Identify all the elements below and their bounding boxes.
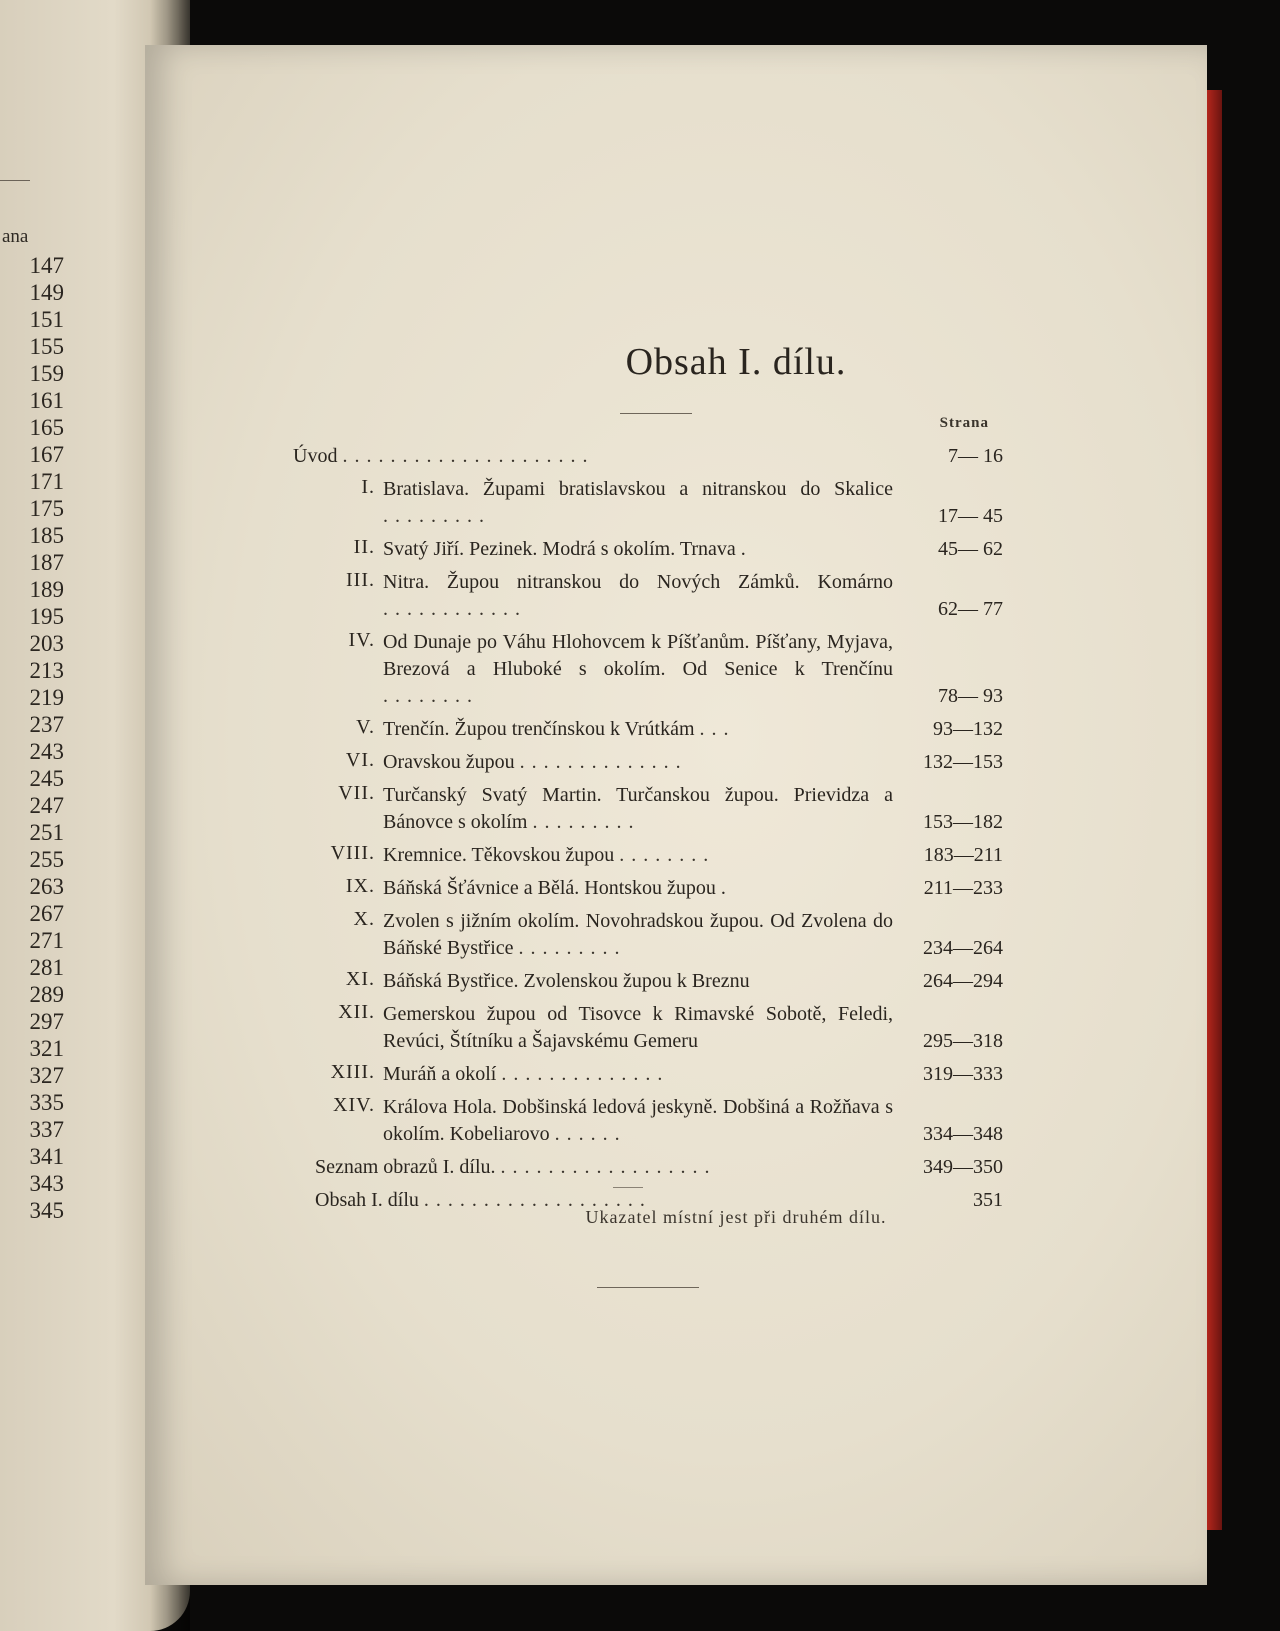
toc-entry-number: X. bbox=[353, 908, 375, 930]
title-rule bbox=[620, 413, 692, 414]
toc-entry-text: Od Dunaje po Váhu Hlohovcem k Píšťanům. Píšťany, Myjava, Brezová a Hluboké s okolím. Od Senice k Trenčínu bbox=[383, 631, 893, 680]
left-page-number: 165 bbox=[29, 415, 64, 440]
left-page-number: 321 bbox=[29, 1036, 64, 1061]
toc-entry-number: XIV. bbox=[333, 1094, 375, 1116]
left-page-number: 237 bbox=[29, 712, 64, 737]
left-page-number: 155 bbox=[29, 334, 64, 359]
toc-entry-pages: 295—318 bbox=[923, 1030, 1003, 1052]
left-page-rule bbox=[0, 180, 30, 181]
left-page-number: 161 bbox=[29, 388, 64, 413]
table-of-contents bbox=[293, 443, 1003, 1220]
toc-entry: Obsah I. dílu ................... 351 bbox=[293, 1187, 1003, 1214]
left-page-number: 149 bbox=[29, 280, 64, 305]
toc-entry-pages: 93—132 bbox=[933, 718, 1003, 740]
left-page-number: 263 bbox=[29, 874, 64, 899]
toc-entry-number: VIII. bbox=[330, 842, 375, 864]
toc-entry-number: I. bbox=[361, 476, 375, 498]
left-page-number: 267 bbox=[29, 901, 64, 926]
toc-entry-number: XIII. bbox=[330, 1061, 375, 1083]
left-page-number: 345 bbox=[29, 1198, 64, 1223]
toc-entry-text: Báňská Šťávnice a Bělá. Hontskou župou . bbox=[383, 877, 726, 899]
toc-entry-pages: 211—233 bbox=[923, 877, 1003, 899]
divider-rule bbox=[613, 1187, 643, 1188]
left-page-number: 251 bbox=[29, 820, 64, 845]
toc-entry: IV. Od Dunaje po Váhu Hlohovcem k Píšťanům. Píšťany, Myjava, Brezová a Hluboké s okolím. Od Senice k Trenčínu ........ 78— 93 bbox=[293, 629, 1003, 710]
bottom-rule bbox=[597, 1287, 699, 1288]
left-page-number: 151 bbox=[29, 307, 64, 332]
toc-entry: I. Bratislava. Župami bratislavskou a nitranskou do Skalice ......... 17— 45 bbox=[293, 476, 1003, 530]
left-page-number: 271 bbox=[29, 928, 64, 953]
index-note: Ukazatel místní jest při druhém dílu. bbox=[585, 1207, 887, 1227]
left-page-number: 147 bbox=[29, 253, 64, 278]
left-page-number: 245 bbox=[29, 766, 64, 791]
left-page-number: 195 bbox=[29, 604, 64, 629]
left-page-number: 289 bbox=[29, 982, 64, 1007]
toc-entry-text: Turčanský Svatý Martin. Turčanskou župou. Prievidza a Bánovce s okolím bbox=[383, 784, 893, 833]
toc-entry-pages: 132—153 bbox=[923, 751, 1003, 773]
toc-entry-pages: 264—294 bbox=[923, 970, 1003, 992]
left-page-number: 281 bbox=[29, 955, 64, 980]
page-title: Obsah I. dílu. bbox=[625, 341, 847, 383]
toc-entry-text: Nitra. Župou nitranskou do Nových Zámků. Komárno bbox=[383, 571, 893, 593]
toc-entry: XIV. Králova Hola. Dobšinská ledová jeskyně. Dobšiná a Rožňava s okolím. Kobeliarovo ...... 334—348 bbox=[293, 1094, 1003, 1148]
toc-entry-text: Králova Hola. Dobšinská ledová jeskyně. Dobšiná a Rožňava s okolím. Kobeliarovo bbox=[383, 1096, 893, 1145]
toc-entry: VII. Turčanský Svatý Martin. Turčanskou župou. Prievidza a Bánovce s okolím ......... 153—182 bbox=[293, 782, 1003, 836]
toc-entry: Seznam obrazů I. dílu. .................. 349—350 bbox=[293, 1154, 1003, 1181]
page-column-header: Strana bbox=[939, 415, 989, 431]
toc-entry-pages: 153—182 bbox=[923, 811, 1003, 833]
toc-entry-number: IX. bbox=[345, 875, 375, 897]
toc-entry: VI. Oravskou župou .............. 132—153 bbox=[293, 749, 1003, 776]
toc-entry-text: Zvolen s jižním okolím. Novohradskou župou. Od Zvolena do Báňské Bystřice bbox=[383, 910, 893, 959]
toc-entry-pages: 349—350 bbox=[923, 1156, 1003, 1178]
toc-entry-text: Trenčín. Župou trenčínskou k Vrútkám bbox=[383, 718, 695, 740]
toc-entry-number: VI. bbox=[345, 749, 375, 771]
toc-entry: VIII. Kremnice. Těkovskou župou ........ 183—211 bbox=[293, 842, 1003, 869]
toc-entry: X. Zvolen s jižním okolím. Novohradskou župou. Od Zvolena do Báňské Bystřice ......... 234—264 bbox=[293, 908, 1003, 962]
toc-entry-number: XI. bbox=[345, 968, 375, 990]
left-page-header: ana bbox=[2, 226, 29, 247]
left-page-number: 327 bbox=[29, 1063, 64, 1088]
left-page-number: 243 bbox=[29, 739, 64, 764]
toc-entry-text: Svatý Jiří. Pezinek. Modrá s okolím. Trnava . bbox=[383, 538, 746, 560]
toc-entry-text: Kremnice. Těkovskou župou bbox=[383, 844, 615, 866]
toc-entry-number: VII. bbox=[338, 782, 375, 804]
toc-entry-pages: 183—211 bbox=[923, 844, 1003, 866]
toc-entry-text: Obsah I. dílu bbox=[315, 1189, 419, 1211]
left-page-number: 341 bbox=[29, 1144, 64, 1169]
left-page-number: 189 bbox=[29, 577, 64, 602]
toc-entry bbox=[293, 875, 1003, 902]
toc-entry-text: Seznam obrazů I. dílu. bbox=[315, 1156, 496, 1178]
left-page-number: 335 bbox=[29, 1090, 64, 1115]
left-page-number: 185 bbox=[29, 523, 64, 548]
left-page-number: 167 bbox=[29, 442, 64, 467]
left-page-number: 297 bbox=[29, 1009, 64, 1034]
toc-entry: V. Trenčín. Župou trenčínskou k Vrútkám ... 93—132 bbox=[293, 716, 1003, 743]
toc-entry-pages: 334—348 bbox=[923, 1123, 1003, 1145]
toc-entry-text: Gemerskou župou od Tisovce k Rimavské Sobotě, Feledi, Revúci, Štítníku a Šajavskému Gemeru bbox=[383, 1003, 893, 1052]
toc-entry-number: II. bbox=[353, 536, 375, 558]
left-page-number: 159 bbox=[29, 361, 64, 386]
left-page-number: 171 bbox=[29, 469, 64, 494]
toc-entry-text: Oravskou župou bbox=[383, 751, 515, 773]
toc-entry: III. Nitra. Župou nitranskou do Nových Zámků. Komárno ............ 62— 77 bbox=[293, 569, 1003, 623]
left-page-number: 219 bbox=[29, 685, 64, 710]
left-page-number: 337 bbox=[29, 1117, 64, 1142]
toc-entry-pages: 45— 62 bbox=[938, 538, 1003, 560]
toc-entry-pages: 17— 45 bbox=[938, 505, 1003, 527]
left-page-number: 343 bbox=[29, 1171, 64, 1196]
toc-entry bbox=[293, 968, 1003, 995]
toc-entry-text: Úvod bbox=[293, 445, 338, 467]
left-page-number: 213 bbox=[29, 658, 64, 683]
toc-entry bbox=[293, 536, 1003, 563]
left-page-number: 203 bbox=[29, 631, 64, 656]
left-page-number: 175 bbox=[29, 496, 64, 521]
toc-entry-text: Muráň a okolí bbox=[383, 1063, 497, 1085]
toc-entry-pages: 62— 77 bbox=[938, 598, 1003, 620]
contents-page bbox=[145, 45, 1207, 1585]
toc-entry-number: V. bbox=[356, 716, 375, 738]
toc-entry-number: XII. bbox=[338, 1001, 375, 1023]
left-page-number: 187 bbox=[29, 550, 64, 575]
toc-entry-number: IV. bbox=[348, 629, 375, 651]
toc-entry-pages: 351 bbox=[973, 1189, 1003, 1211]
toc-entry-pages: 7— 16 bbox=[948, 445, 1003, 467]
toc-entry-number: III. bbox=[346, 569, 375, 591]
toc-entry-text: Bratislava. Župami bratislavskou a nitranskou do Skalice bbox=[383, 478, 893, 500]
left-page-number: 255 bbox=[29, 847, 64, 872]
toc-entry-pages: 234—264 bbox=[923, 937, 1003, 959]
toc-entry: XIII. Muráň a okolí .............. 319—333 bbox=[293, 1061, 1003, 1088]
toc-entry-text: Báňská Bystřice. Zvolenskou župou k Breznu bbox=[383, 970, 750, 992]
left-page-number-column bbox=[0, 252, 70, 1224]
toc-entry bbox=[293, 1001, 1003, 1055]
toc-entry-pages: 319—333 bbox=[923, 1063, 1003, 1085]
left-page-number: 247 bbox=[29, 793, 64, 818]
toc-entry-pages: 78— 93 bbox=[938, 685, 1003, 707]
toc-entry: Úvod ..................... 7— 16 bbox=[293, 443, 1003, 470]
